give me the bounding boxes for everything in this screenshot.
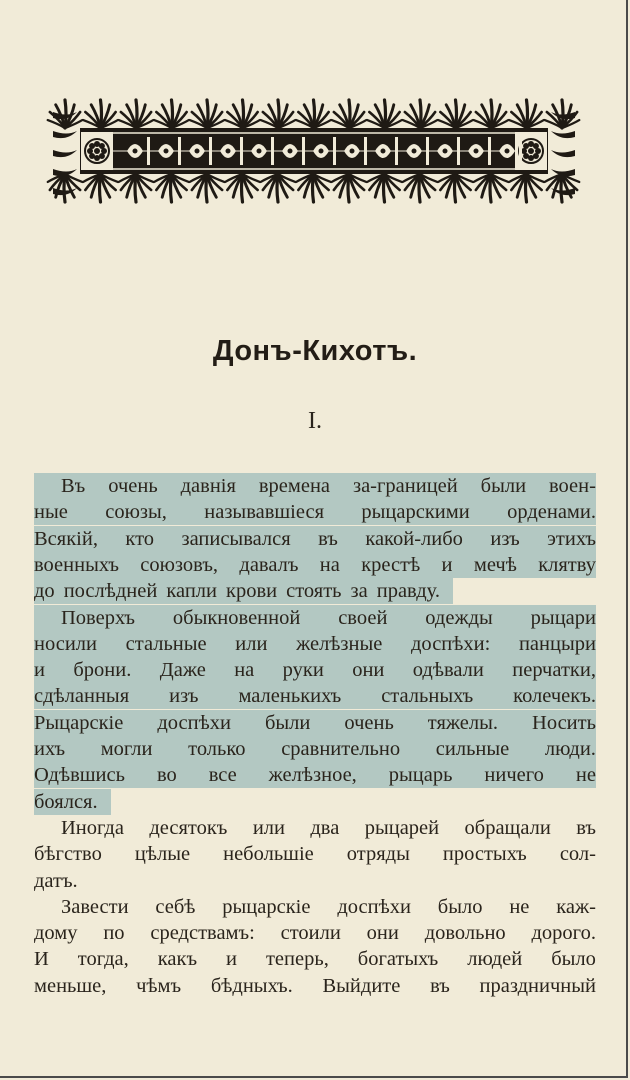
word: стальныхъ [381,685,474,708]
word: обращали [464,816,551,839]
text-line [34,736,596,762]
word: въ [430,974,450,997]
word: по [103,922,125,945]
text-line [34,605,596,631]
word: Поверхъ [61,606,136,629]
word: записывался [181,527,291,550]
word: рыцарь [388,764,453,787]
text-line [34,815,596,841]
word: меньше, [34,974,107,997]
word: сравнительно [281,738,401,760]
text-line [34,973,596,999]
word: они [366,922,399,945]
text-line [34,683,596,709]
word: Всякій, [34,527,98,550]
word: довольно [424,922,506,945]
text-line [34,710,596,736]
text-line [34,868,596,894]
word: сол- [559,843,596,866]
word: доспѣхи [157,711,231,734]
word: Завести [61,895,129,918]
word: бѣдныхъ. [210,974,293,997]
word: капли [166,580,218,603]
word: тогда, [77,948,129,971]
word: праздничный [479,974,596,997]
word: давалъ [239,553,299,576]
text-line [34,946,596,972]
word: называвшіеся [204,501,325,524]
word: отряды [346,843,410,866]
word: или [235,632,268,655]
word: И [34,948,49,971]
word: въ [318,527,338,550]
word: мечѣ [473,553,517,576]
word: Иногда [61,816,124,839]
chapter-number: I. [308,408,322,434]
word: этихъ [547,527,596,550]
word: средствамъ: [150,922,255,945]
word: одѣвали [412,659,484,682]
word: обыкновенной [172,606,301,629]
word: Выйдите [322,974,401,997]
page-title: Донъ-Кихотъ. [212,335,418,367]
word: за-границей [352,475,458,497]
word: очень [108,475,158,497]
text-line [34,499,596,525]
word: люди. [544,738,596,760]
word: крови [226,580,278,603]
text-line [34,526,596,552]
word: два [310,816,340,839]
text-line [34,473,596,499]
word: изъ [169,685,199,708]
word: и [226,948,237,971]
word: перчатки, [512,659,596,682]
word: доспѣхи: [411,632,491,655]
text-line [34,631,596,657]
word: могли [100,738,153,760]
word: дорого. [531,922,596,945]
word: какой-либо [365,527,463,550]
word: себѣ [155,895,196,918]
word: въ [576,816,596,839]
word: кто [125,527,155,550]
word: Даже [159,659,206,682]
word: панцыри [518,632,596,655]
text-line [34,920,596,946]
word: Въ [61,475,86,497]
decorative-headpiece-ornament [45,92,583,210]
word: каж- [556,895,596,918]
word: только [188,738,246,760]
word: союзовъ, [140,553,219,576]
text-line [34,894,596,920]
word: ные [34,501,68,524]
word: небольшіе [223,843,314,866]
word: людей [467,948,523,971]
word: или [252,816,285,839]
word: не [575,764,596,787]
word: колечекъ. [513,685,596,708]
word: теперь, [265,948,329,971]
word: тяжелы. [427,711,499,734]
word: воен- [549,475,596,497]
word: Рыцарскіе [34,711,124,734]
word: и [441,553,453,576]
word: изъ [490,527,520,550]
word: датъ. [34,869,78,892]
word: желѣзные [296,632,383,655]
word: было [437,895,483,918]
text-line [34,578,453,604]
word: и [34,659,45,682]
word: времена [258,475,331,497]
word: маленькихъ [238,685,342,708]
word: своей [338,606,388,629]
word: носили [34,632,98,655]
word: сдѣланныя [34,685,130,708]
word: были [480,475,527,497]
word: стоять [286,580,342,603]
word: были [264,711,311,734]
word: желѣзное, [268,764,357,787]
word: не [509,895,530,918]
word: рыцарей [364,816,440,839]
word: за [350,580,368,603]
word: рыцари [530,606,596,629]
word: все [208,764,237,787]
word: сильные [435,738,510,760]
word: доспѣхи [337,895,411,918]
word: какъ [157,948,198,971]
word: во [156,764,177,787]
word: орденами. [507,501,596,524]
word: десятокъ [149,816,228,839]
word: на [319,553,340,576]
word: цѣлые [134,843,191,866]
text-line [34,762,596,788]
text-line [34,789,111,815]
word: послѣдней [63,580,158,603]
word: Носить [532,711,596,734]
word: ихъ [34,738,66,760]
text-line [34,657,596,683]
word: рыцарскими [361,501,470,524]
word: военныхъ [34,553,119,576]
word: рыцарскіе [222,895,311,918]
word: дому [34,922,78,945]
word: ничего [484,764,544,787]
text-line [34,552,596,578]
word: союзы, [105,501,167,524]
word: они [352,659,385,682]
word: крестѣ [361,553,421,576]
word: было [551,948,596,971]
word: правду. [376,580,440,603]
word: руки [282,659,324,682]
word: давнія [180,475,236,497]
word: стоили [280,922,341,945]
word: бѣгство [34,843,102,866]
word: клятву [538,553,596,576]
word: стальные [125,632,207,655]
word: на [234,659,255,682]
word: до [34,580,55,603]
word: одежды [425,606,493,629]
word: очень [344,711,394,734]
word: чѣмъ [136,974,182,997]
word: брони. [73,659,132,682]
word: богатыхъ [357,948,439,971]
word: простыхъ [442,843,527,866]
text-line [34,841,596,867]
word: боялся. [34,790,98,813]
word: Одѣвшись [34,764,125,787]
